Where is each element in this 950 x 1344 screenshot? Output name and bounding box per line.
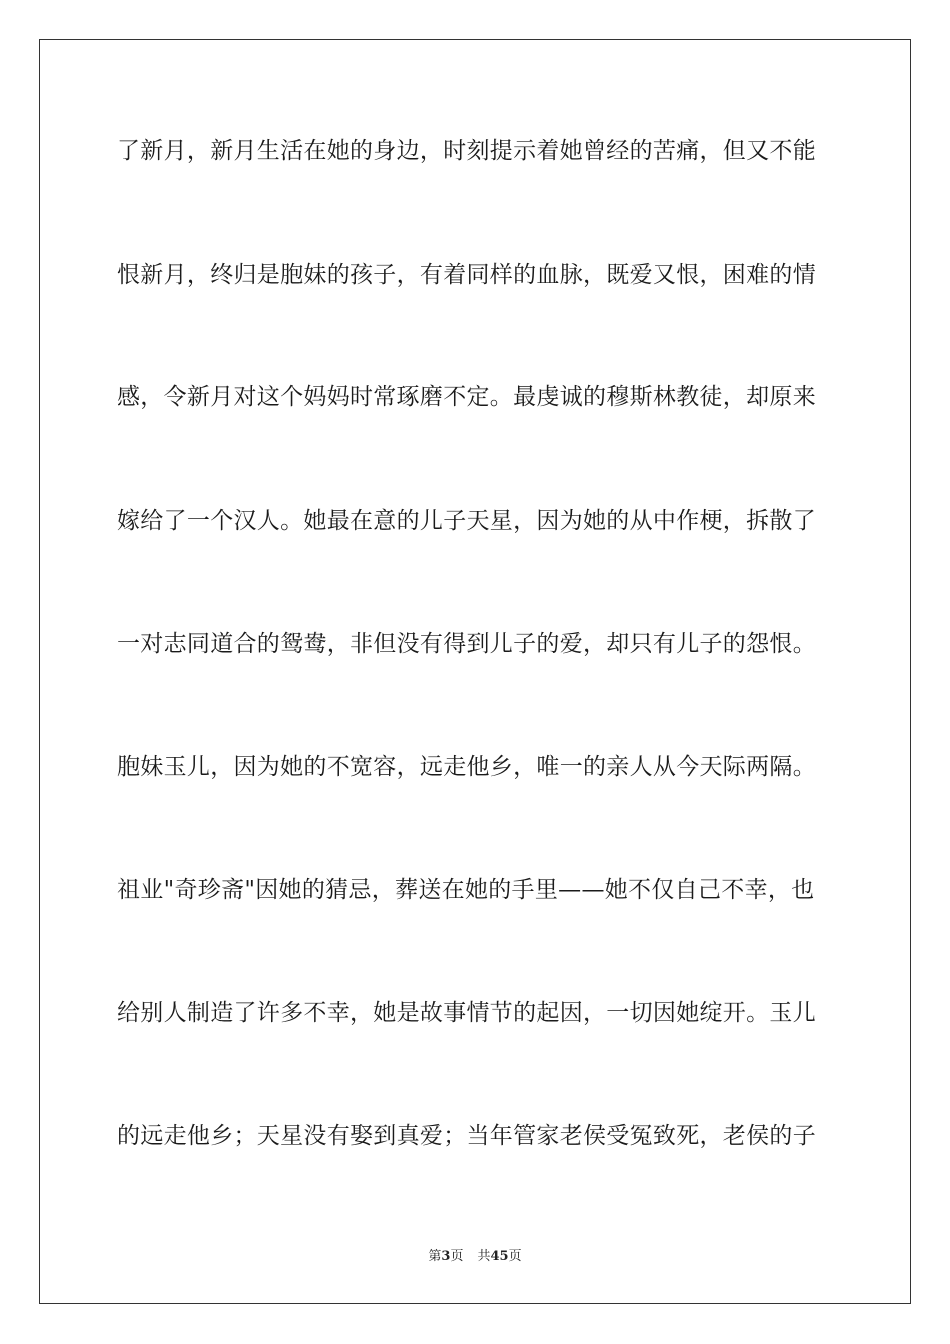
text-line: 感，令新月对这个妈妈时常琢磨不定。最虔诚的穆斯林教徒，却原来 (117, 384, 816, 410)
page-border (39, 39, 911, 1304)
total-pages: 45 (490, 1249, 509, 1264)
page-footer (0, 1248, 950, 1266)
text-line: 祖业"奇珍斋"因她的猜忌，葬送在她的手里——她不仅自己不幸，也 (117, 877, 815, 903)
page-suffix: 页 (450, 1249, 464, 1264)
text-line: 胞妹玉儿，因为她的不宽容，远走他乡，唯一的亲人从今天际两隔。 (117, 754, 816, 780)
total-prefix: 共 (477, 1249, 491, 1264)
text-line: 了新月，新月生活在她的身边，时刻提示着她曾经的苦痛，但又不能 (117, 138, 816, 164)
page-number: 3 (441, 1249, 451, 1264)
text-line: 嫁给了一个汉人。她最在意的儿子天星，因为她的从中作梗，拆散了 (117, 508, 816, 534)
total-suffix: 页 (508, 1249, 522, 1264)
text-line: 给别人制造了许多不幸，她是故事情节的起因，一切因她绽开。玉儿 (117, 1000, 816, 1026)
text-line: 恨新月，终归是胞妹的孩子，有着同样的血脉，既爱又恨，困难的情 (117, 262, 816, 288)
text-line: 一对志同道合的鸳鸯，非但没有得到儿子的爱，却只有儿子的怨恨。 (117, 631, 816, 657)
page-prefix: 第 (428, 1249, 442, 1264)
text-line: 的远走他乡；天星没有娶到真爱；当年管家老侯受冤致死，老侯的子 (117, 1123, 816, 1149)
